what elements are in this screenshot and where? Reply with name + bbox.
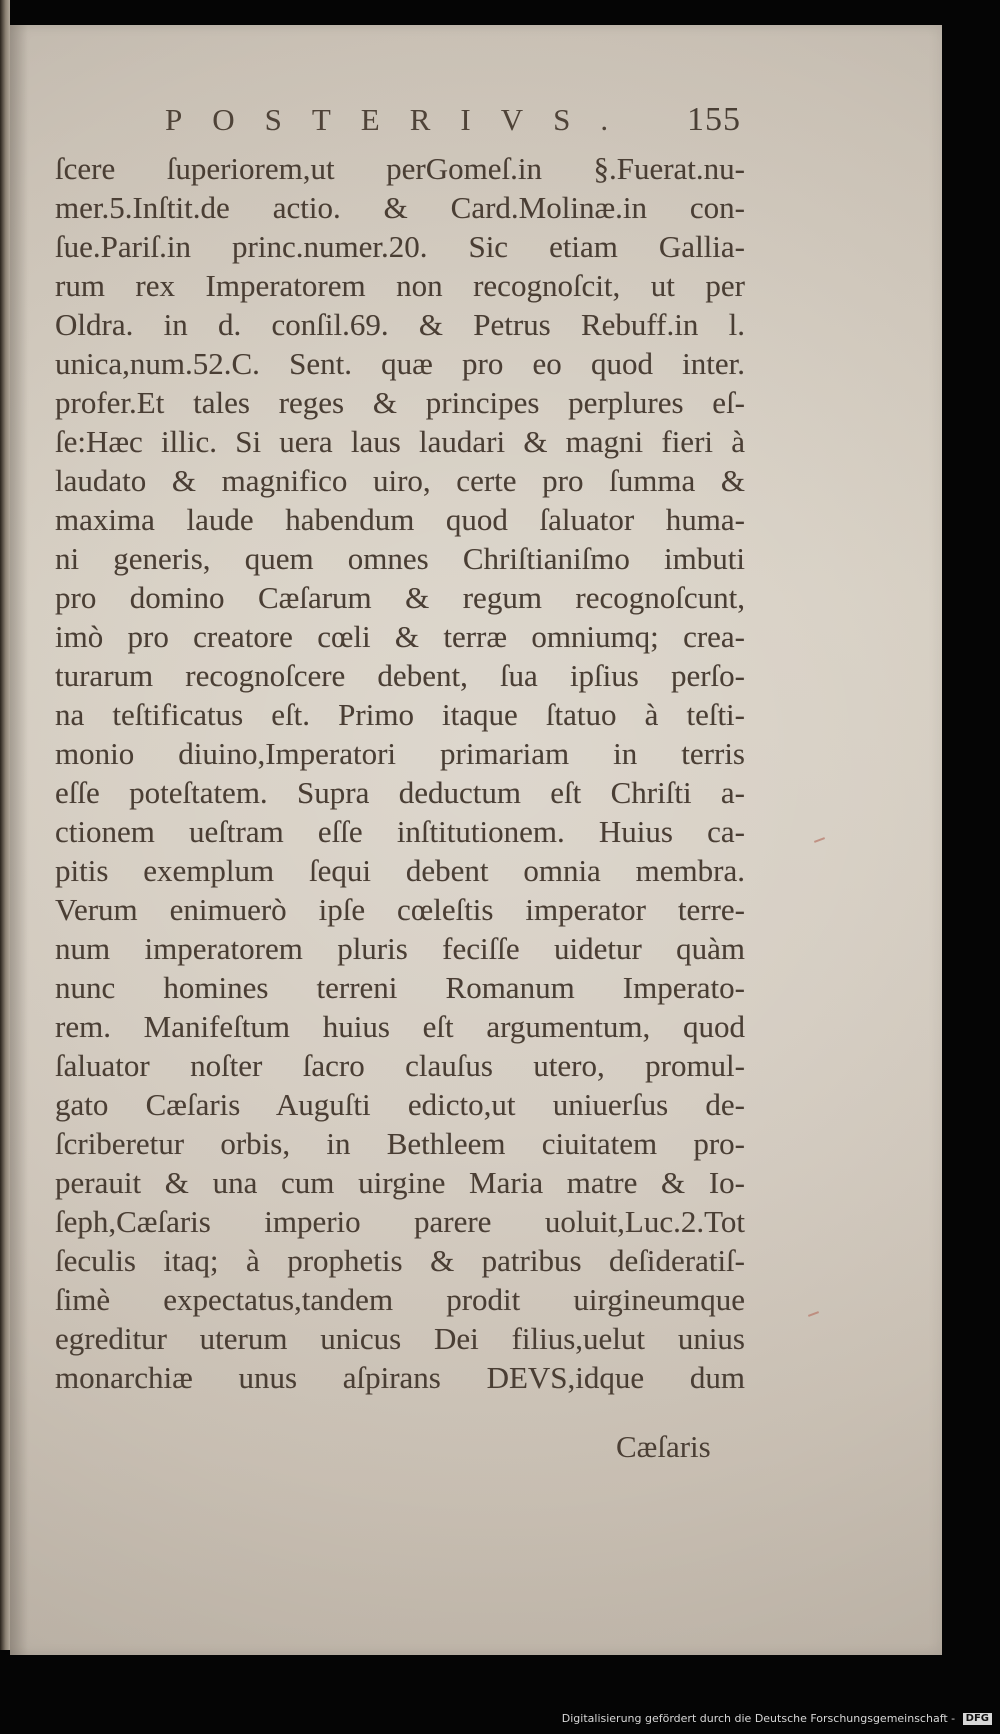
marginal-red-mark	[808, 1311, 819, 1317]
book-spine-edge	[0, 0, 10, 1650]
text-line: turarum recognoſcere debent, ſua ipſius perſo-	[55, 658, 745, 693]
text-line: na teſtificatus eſt. Primo itaque ſtatuo à teſti-	[55, 697, 745, 732]
text-line: ctionem ueſtram eſſe inſtitutionem. Huius ca-	[55, 814, 745, 849]
page-number: 155	[687, 101, 741, 138]
text-line: ſcriberetur orbis, in Bethleem ciuitatem pro-	[55, 1126, 745, 1161]
text-line: gato Cæſaris Auguſti edicto,ut uniuerſus de-	[55, 1087, 745, 1122]
text-line: eſſe poteſtatem. Supra deductum eſt Chriſti a-	[55, 775, 745, 810]
text-line: unica,num.52.C. Sent. quæ pro eo quod inter.	[55, 346, 745, 381]
text-line: ſeculis itaq; à prophetis & patribus deſideratiſ-	[55, 1243, 745, 1278]
text-line: Verum enimuerò ipſe cœleſtis imperator terre-	[55, 892, 745, 927]
main-text-block	[55, 149, 745, 1464]
text-line: profer.Et tales reges & principes perplures eſ-	[55, 385, 745, 420]
text-line: ſue.Pariſ.in princ.numer.20. Sic etiam Gallia-	[55, 229, 745, 264]
text-line: laudato & magnifico uiro, certe pro ſumma &	[55, 463, 745, 498]
text-line: ſcere ſuperiorem,ut perGomeſ.in §.Fuerat.nu-	[55, 151, 745, 186]
text-line: ſeph,Cæſaris imperio parere uoluit,Luc.2.Tot	[55, 1204, 745, 1239]
text-line: pitis exemplum ſequi debent omnia membra.	[55, 853, 745, 888]
text-line: num imperatorem pluris feciſſe uidetur quàm	[55, 931, 745, 966]
text-line: pro domino Cæſarum & regum recognoſcunt,	[55, 580, 745, 615]
digitization-footer	[562, 1712, 992, 1726]
text-line: nunc homines terreni Romanum Imperato-	[55, 970, 745, 1005]
text-line: ni generis, quem omnes Chriſtianiſmo imbuti	[55, 541, 745, 576]
text-line: rum rex Imperatorem non recognoſcit, ut per	[55, 268, 745, 303]
text-line: rem. Manifeſtum huius eſt argumentum, quod	[55, 1009, 745, 1044]
dfg-badge: DFG	[963, 1713, 992, 1725]
text-line: mer.5.Inſtit.de actio. & Card.Molinæ.in con-	[55, 190, 745, 225]
text-line: imò pro creatore cœli & terræ omniumq; crea-	[55, 619, 745, 654]
text-line: egreditur uterum unicus Dei filius,uelut unius	[55, 1321, 745, 1356]
page-gutter-shadow	[10, 25, 28, 1655]
text-line: Oldra. in d. conſil.69. & Petrus Rebuff.in l.	[55, 307, 745, 342]
footer-text: Digitalisierung gefördert durch die Deutsche Forschungsgemeinschaft -	[561, 1712, 956, 1725]
text-line: monio diuino,Imperatori primariam in terris	[55, 736, 745, 771]
text-line: monarchiæ unus aſpirans DEVS,idque dum	[55, 1360, 745, 1395]
text-line: ſimè expectatus,tandem prodit uirgineumque	[55, 1282, 745, 1317]
running-head: POSTERIVS.	[165, 102, 639, 137]
text-line: ſe:Hæc illic. Si uera laus laudari & magni fieri à	[55, 424, 745, 459]
text-line: maxima laude habendum quod ſaluator huma-	[55, 502, 745, 537]
text-line: ſaluator noſter ſacro clauſus utero, promul-	[55, 1048, 745, 1083]
marginal-red-mark	[814, 837, 825, 843]
book-page	[10, 25, 942, 1655]
text-line: perauit & una cum uirgine Maria matre & Io-	[55, 1165, 745, 1200]
catchword: Cæſaris	[616, 1429, 711, 1464]
